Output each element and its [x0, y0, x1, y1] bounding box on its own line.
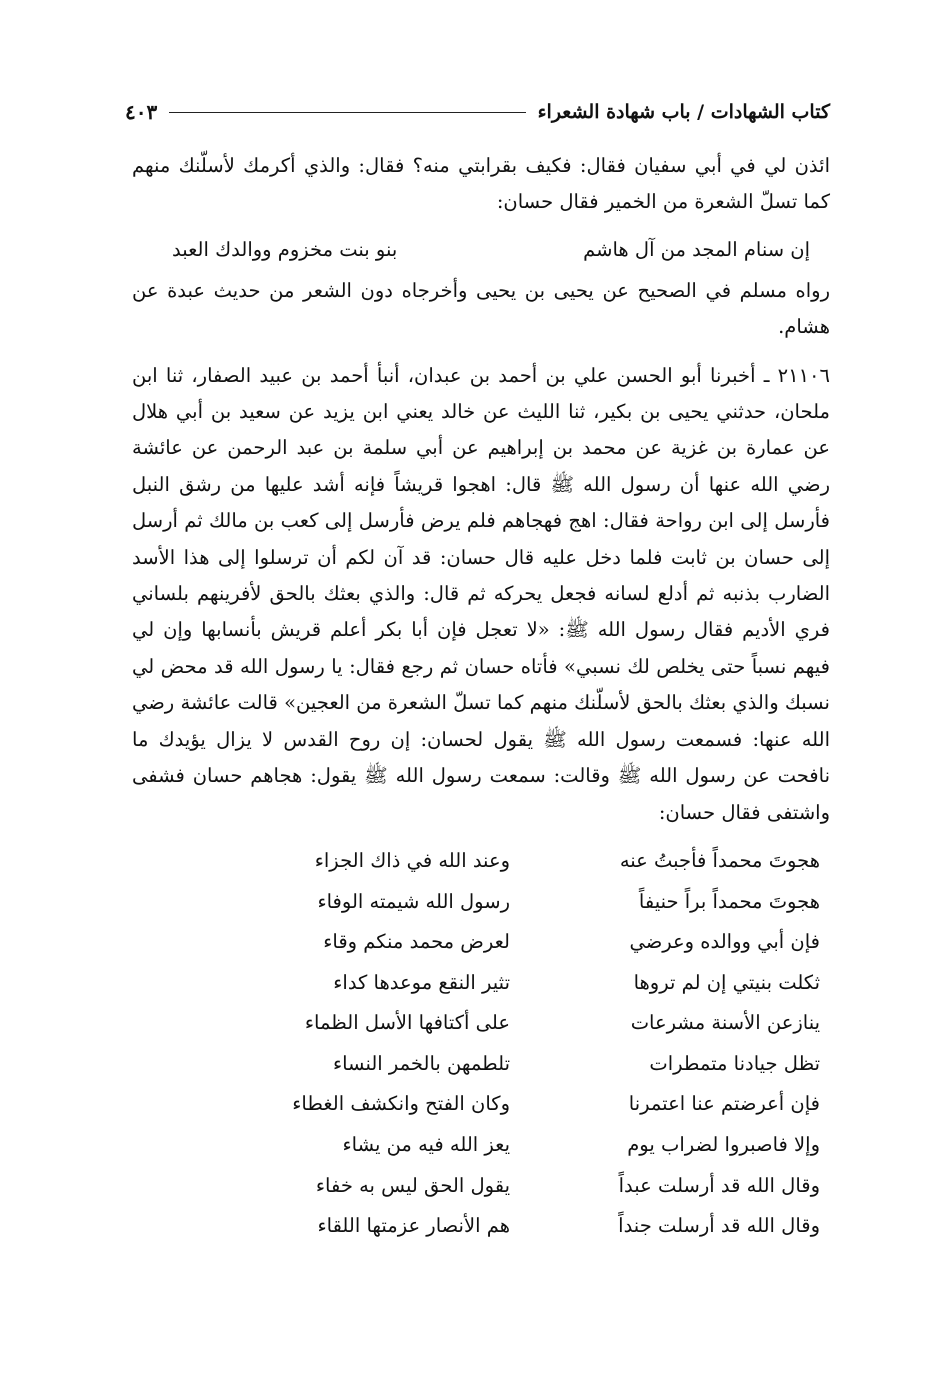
- poem-line: [132, 1206, 830, 1247]
- poem-second-hemistich: تلطمهن بالخمر النساء: [332, 1051, 510, 1075]
- poem-line: [132, 882, 830, 923]
- running-header: [125, 92, 830, 132]
- poem-line: [132, 1044, 830, 1085]
- poem-second-hemistich: لعرض محمد منكم وقاء: [323, 930, 510, 954]
- poem-second-hemistich: تثير النقع موعدها كداء: [333, 970, 510, 994]
- poem-first-hemistich: وقال الله قد أرسلت جنداً: [618, 1214, 820, 1238]
- poem-second-hemistich: يعز الله فيه من يشاء: [342, 1133, 510, 1157]
- poem-first-hemistich: وقال الله قد أرسلت عبداً: [618, 1173, 820, 1197]
- poem-second-hemistich: يقول الحق ليس به خفاء: [315, 1173, 510, 1197]
- poem-line: [132, 1125, 830, 1166]
- poem-second-hemistich: رسول الله شيمته الوفاء: [317, 889, 510, 913]
- paragraph-2: رواه مسلم في الصحيح عن يحيى بن يحيى وأخرجاه دون الشعر من حديث عبدة عن هشام.: [132, 278, 830, 339]
- header-rule: [169, 112, 525, 113]
- poem-first-hemistich: وإلا فاصبروا لضراب يوم: [627, 1133, 820, 1157]
- poem-first-hemistich: ثكلت بنيتي إن لم تروها: [633, 970, 820, 994]
- poem-line: [132, 963, 830, 1004]
- poem-line: [132, 1166, 830, 1207]
- poem-line: [132, 922, 830, 963]
- poem-first-hemistich: هجوتَ محمداً فأجبتُ عنه: [619, 848, 820, 872]
- poem-line: [132, 841, 830, 882]
- poem-line: [132, 1003, 830, 1044]
- page-body: [132, 148, 830, 1247]
- paragraph-gap: [132, 346, 830, 358]
- verse-line: [132, 221, 830, 273]
- poem-first-hemistich: هجوتَ محمداً براً حنيفاً: [638, 889, 820, 913]
- poem-second-hemistich: وعند الله في ذاك الجزاء: [314, 848, 510, 872]
- poem-first-hemistich: ينازعن الأسنة مشرعات: [630, 1011, 820, 1035]
- poem-second-hemistich: هم الأنصار عزمتها اللقاء: [317, 1214, 510, 1238]
- poem: [132, 841, 830, 1247]
- poem-first-hemistich: تظل جيادنا متمطرات: [649, 1051, 820, 1075]
- poem-first-hemistich: فإن أبي ووالده وعرضي: [629, 930, 820, 954]
- poem-second-hemistich: وكان الفتح وانكشف الغطاء: [292, 1092, 510, 1116]
- poem-second-hemistich: على أكتافها الأسل الظماء: [304, 1011, 510, 1035]
- hadith-paragraph: ٢١١٠٦ ـ أخبرنا أبو الحسن علي بن أحمد بن عبدان، أنبأ أحمد بن عبيد الصفار، ثنا ابن ملحان، حدثني يحيى بن بكير، ثنا الليث عن خالد يعني ابن يزيد عن سعيد بن أبي هلال عن عمارة بن غزية عن محمد بن إبراهيم عن أبي سلمة بن عبد الرحمن عن عائشة رضي الله عنها أن رسول الله ﷺ قال: اهجوا قريشاً فإنه أشد عليها من رشق النبل فأرسل إلى ابن رواحة فقال: اهج فهجاهم فلم يرض فأرسل إلى كعب بن مالك ثم أرسل إلى حسان بن ثابت فلما دخل عليه قال حسان: قد آن لكم أن ترسلوا إلى هذا الأسد الضارب بذنبه ثم أدلع لسانه فجعل يحركه ثم قال: والذي بعثك بالحق لأفرينهم بلساني فري الأديم فقال رسول الله ﷺ: «لا تعجل فإن أبا بكر أعلم قريش بأنسابها وإن لي فيهم نسباً حتى يخلص لك نسبي» فأتاه حسان ثم رجع فقال: يا رسول الله قد محض لي نسبك والذي بعثك بالحق لأسلّنك منهم كما تسلّ الشعرة من العجين» قالت عائشة رضي الله عنها: فسمعت رسول الله ﷺ يقول لحسان: إن روح القدس لا يزال يؤيدك ما نافحت عن رسول الله ﷺ وقالت: سمعت رسول الله ﷺ يقول: هجاهم حسان فشفى واشتفى فقال حسان:: [132, 363, 830, 824]
- page-number: ٤٠٣: [125, 100, 158, 124]
- verse-first-hemistich: إن سنام المجد من آل هاشم: [583, 237, 810, 261]
- paragraph-1: ائذن لي في أبي سفيان فقال: فكيف بقرابتي منه؟ فقال: والذي أكرمك لأسلّنك منهم كما تسلّ الشعرة من الخمير فقال حسان:: [132, 154, 830, 214]
- header-title: كتاب الشهادات / باب شهادة الشعراء: [537, 101, 830, 123]
- poem-line: [132, 1084, 830, 1125]
- poem-first-hemistich: فإن أعرضتم عنا اعتمرنا: [628, 1092, 820, 1116]
- verse-second-hemistich: بنو بنت مخزوم ووالدك العبد: [172, 237, 398, 261]
